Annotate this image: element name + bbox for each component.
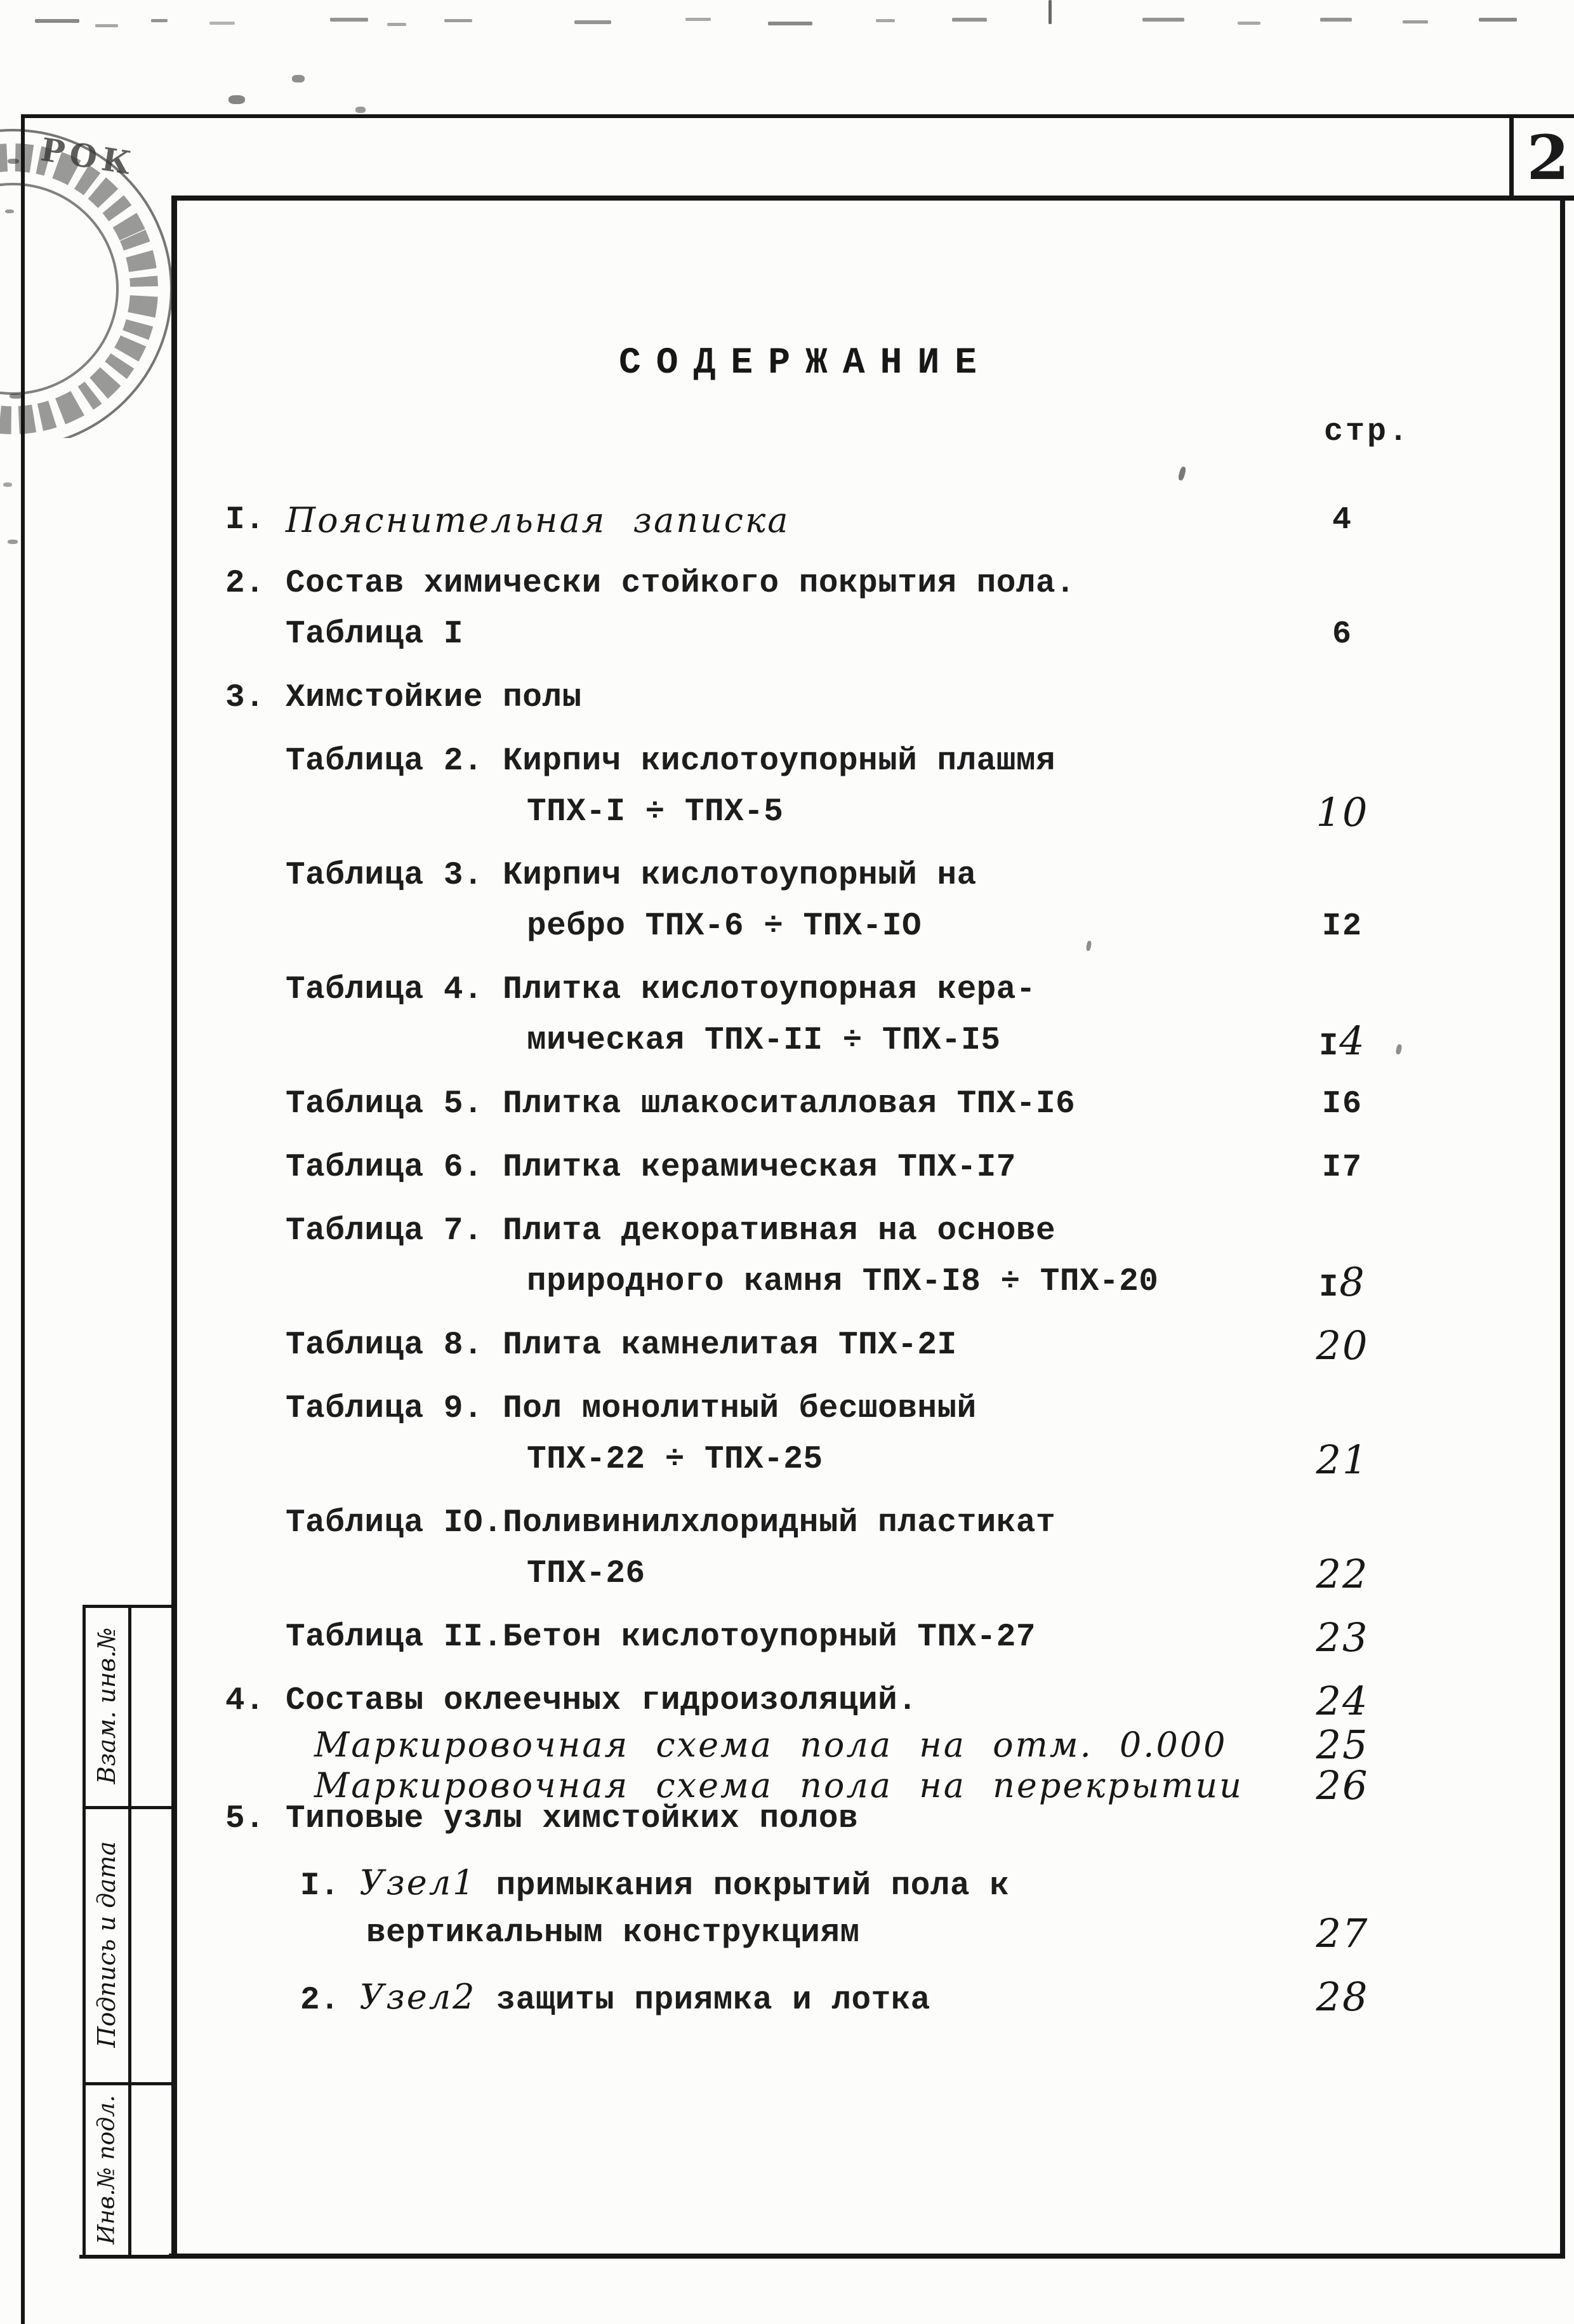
scan-artifact [1479, 18, 1517, 22]
toc-entry [286, 1320, 1390, 1371]
toc-entry [286, 965, 1390, 1066]
toc-entry-line: мическая ТПХ-II ÷ ТПХ-I5 [527, 1023, 1001, 1059]
toc-entry-line: Химстойкие полы [286, 680, 582, 716]
toc-entry [286, 1612, 1390, 1663]
stamp-inner-ring [0, 184, 117, 394]
toc-entry-line: ТПХ-26 [527, 1556, 645, 1592]
toc-page-number: I8 [1319, 1259, 1366, 1306]
left-edge-line [21, 114, 25, 2324]
toc-page-number: 6 [1332, 616, 1352, 653]
toc-entry-line: ребро ТПХ-6 ÷ ТПХ-IО [527, 908, 922, 945]
toc-entry [286, 851, 1390, 952]
toc-entry-line: Таблица 4. Плитка кислотоупорная кера- [286, 972, 1036, 1008]
frame-border-left [171, 196, 177, 2259]
title-block-cell-inv-podl: Инв.№ подл. [93, 2095, 120, 2245]
toc-entry-line: Таблица 8. Плита камнелитая ТПХ-2I [286, 1327, 957, 1364]
scan-artifact [768, 22, 812, 25]
toc-page-number: 10 [1316, 789, 1369, 835]
scan-artifact [1142, 18, 1184, 22]
toc-page-number: 27 [1316, 1910, 1369, 1956]
toc-entry [300, 1972, 1390, 2022]
toc-entry-line: ТПХ-I ÷ ТПХ-5 [527, 794, 784, 830]
toc-entry [286, 1498, 1390, 1600]
scan-artifact [151, 19, 168, 22]
toc-entry-line: I. Узел1 примыкания покрытий пола к [300, 1863, 1010, 1904]
page-column-header: стр. [1324, 414, 1411, 450]
toc-entry-line: ТПХ-22 ÷ ТПХ-25 [527, 1442, 823, 1478]
toc-entry-line: природного камня ТПХ-I8 ÷ ТПХ-20 [527, 1264, 1159, 1300]
toc-entry-line: Таблица 5. Плитка шлакоситалловая ТПХ-I6 [286, 1086, 1076, 1122]
toc-page-number: 23 [1316, 1614, 1369, 1661]
toc-entry-line: Таблица 3. Кирпич кислотоупорный на [286, 858, 977, 894]
toc-page-number: 28 [1316, 1974, 1369, 2020]
scan-artifact [3, 482, 12, 487]
toc-page-number: 4 [1332, 502, 1352, 538]
scan-artifact [1238, 22, 1260, 25]
title-block-cell-vzam-inv: Взам. инв.№ [93, 1627, 121, 1784]
scan-artifact [35, 19, 79, 23]
toc-entry-line: Таблица 9. Пол монолитный бесшовный [286, 1391, 977, 1427]
toc-entry [286, 1384, 1390, 1485]
toc-entry-number: I. [225, 502, 265, 538]
toc-page-number: 24 [1316, 1678, 1369, 1724]
scan-artifact [387, 23, 406, 26]
toc-entries [225, 495, 1390, 2022]
toc-entry [286, 1143, 1390, 1193]
scan-artifact [952, 18, 987, 22]
toc-page-number: I7 [1321, 1150, 1363, 1186]
toc-entry [225, 673, 1390, 724]
scan-artifact [209, 22, 235, 25]
scan-artifact [444, 19, 472, 22]
toc-entry-line: Маркировочная схема пола на отм. 0.000 [314, 1725, 1227, 1765]
toc-page-number: 20 [1316, 1322, 1369, 1369]
toc-entry [225, 1676, 1390, 1727]
toc-entry-number: 2. [225, 566, 265, 602]
scan-artifact [355, 107, 366, 113]
toc-entry-line: Таблица I [286, 616, 463, 653]
toc-entry-line: Типовые узлы химстойких полов [286, 1801, 859, 1837]
toc-entry-line: Состав химически стойкого покрытия пола. [286, 566, 1076, 602]
toc-page-number: 25 [1316, 1722, 1369, 1768]
toc-entry [225, 559, 1390, 660]
scan-artifact [330, 18, 368, 22]
scan-artifact [292, 75, 305, 83]
toc-page-number: I2 [1321, 908, 1363, 945]
toc-entry [225, 1794, 1390, 1845]
scan-artifact [1177, 466, 1186, 481]
scan-artifact [95, 24, 118, 27]
toc-entry-number: 3. [225, 680, 265, 716]
toc-entry-line: Таблица IО.Поливинилхлоридный пластикат [286, 1505, 1056, 1541]
scan-artifact [1048, 0, 1052, 24]
toc-entry-line: Таблица 2. Кирпич кислотоупорный плашмя [286, 743, 1056, 780]
toc-page-number: 26 [1316, 1762, 1369, 1809]
round-stamp [0, 83, 355, 438]
toc-entry [286, 1079, 1390, 1130]
scan-artifact [1395, 1044, 1402, 1054]
frame-border-right [1560, 196, 1565, 2259]
stamp-column-line [128, 1605, 131, 2257]
scan-artifact [8, 540, 18, 544]
stamp-column-line [83, 1605, 86, 2257]
title-block-cell-podpis-data: Подпись и дата [93, 1841, 121, 2048]
toc-entry [286, 736, 1390, 838]
sheet-number-box-divider [1509, 114, 1514, 198]
stamp-column-line [83, 2082, 176, 2085]
page-title: СОДЕРЖАНИЕ [619, 343, 993, 384]
toc-entry-number: 5. [225, 1801, 265, 1837]
toc-entry-line: Составы оклеечных гидроизоляций. [286, 1683, 918, 1719]
toc-page-number: I6 [1321, 1086, 1363, 1122]
toc-entry-line: Пояснительная записка [286, 500, 790, 540]
toc-entry [314, 1723, 1390, 1767]
toc-entry-number: 4. [225, 1683, 265, 1719]
toc-entry-line: Маркировочная схема пола на перекрытии [314, 1765, 1243, 1805]
scan-artifact [1403, 20, 1428, 23]
scan-artifact [1320, 18, 1352, 22]
stamp-text: РОК [38, 130, 139, 183]
toc-entry-line: 2. Узел2 защиты приямка и лотка [300, 1977, 930, 2019]
toc-page-number: 22 [1316, 1551, 1369, 1597]
stamp-column-line [79, 2255, 178, 2259]
frame-border-bottom [169, 2254, 1565, 2259]
frame-border-top [171, 196, 1574, 201]
toc-entry-line: Таблица 6. Плитка керамическая ТПХ-I7 [286, 1150, 1016, 1186]
toc-page-number: I4 [1319, 1018, 1366, 1065]
toc-entry [286, 1206, 1390, 1308]
sheet-number: 2 [1526, 122, 1570, 194]
toc-entry [225, 495, 1390, 546]
scan-artifact [685, 18, 711, 21]
stamp-column-line [83, 1806, 176, 1809]
toc-entry [300, 1857, 1390, 1959]
scan-artifact [876, 19, 895, 22]
scan-artifact [574, 20, 611, 24]
toc-entry-line: вертикальным конструкциям [366, 1915, 860, 1951]
toc-entry-line: Таблица II.Бетон кислотоупорный ТПХ-27 [286, 1619, 1036, 1656]
stamp-column-line [83, 1605, 176, 1608]
toc-page-number: 21 [1316, 1437, 1369, 1483]
toc-entry-line: Таблица 7. Плита декоративная на основе [286, 1213, 1056, 1249]
